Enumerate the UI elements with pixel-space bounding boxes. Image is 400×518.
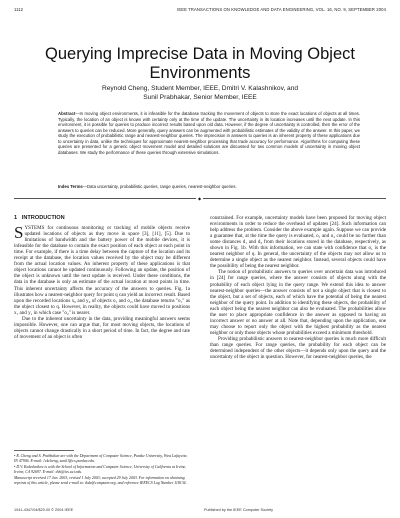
abstract [58, 111, 360, 155]
index-terms-text: —Data uncertainty, probabilistic queries, range queries, nearest-neighbor queries. [82, 184, 237, 189]
section-title: INTRODUCTION [21, 215, 65, 221]
left-column [14, 215, 190, 340]
page-number: 1112 [14, 7, 24, 12]
right-paragraph-3: Providing probabilistic answers to nearest-neighbor queries is much more difficult than range queries. For range queries, the probability for each object can be determined independent of the other objects—it depends only upon the query and the uncertainty of the object in question. However, for nearest-neighbor queries, the [210, 335, 386, 361]
abstract-label: Abstract [58, 111, 76, 116]
footnotes [14, 454, 190, 487]
copyright-line: 1041-4347/04/$20.00 © 2004 IEEE [14, 508, 74, 512]
right-paragraph-2: The notion of probabilistic answers to queries over uncertain data was introduced in [24] for range queries, where the answer consists of objects along with the probability of each object lying in the query range. We extend this idea to answer nearest-neighbor queries—the answer consists of not a single object that is closest to the object, but a set of objects, each of which have the potential of being the nearest neighbor of the query point. In addition to identifying these objects, the probability of each object being the nearest neighbor can also be evaluated. The probabilities allow the user to place appropriate confidence in the answer as opposed to having an incorrect answer or no answer at all. Note that, depending upon the application, one may choose to report only the object with the highest probability as the nearest neighbor or only those objects whose probabilities exceed a minimum threshold. [210, 269, 386, 336]
drop-cap: S [14, 223, 24, 243]
section-heading [14, 215, 190, 221]
section-number: 1 [14, 215, 18, 221]
paper-title: Querying Imprecise Data in Moving Object Environments [45, 45, 355, 82]
intro-paragraph-2: Due to the inherent uncertainty in the data, providing meaningful answers seems impossible. However, one can argue that, for most moving objects, the locations of objects cannot change drastically in a short period of time. In fact, the degree and rate of movement of an object is often [14, 315, 190, 340]
index-terms [58, 184, 360, 190]
author-line-2: Sunil Prabhakar, Senior Member, IEEE [143, 93, 257, 101]
right-column [210, 215, 386, 360]
author-line-1: Reynold Cheng, Student Member, IEEE, Dmitri V. Kalashnikov, and [101, 85, 299, 92]
intro-paragraph-1: YSTEMS for continuous monitoring or tracking of mobile objects receive updated locations of objects as they move in space [3], [11], [5]. Due to limitations of bandwidth and the battery power of the mobile devices, it is infeasible for the database to contain the exact position of each object at each point in time. For example, if there is a time delay between the capture of the location and its receipt at the database, the location values received by the object may be different from the actual location values. An inherent property of these applications is that object locations cannot be updated continuously. Following an update, the position of the object is unknown until the next update is received. Under these conditions, the data in the database is only an estimate of the actual location at most points in time. This inherent uncertainty affects the accuracy of the answers to queries. Fig. 1a illustrates how a nearest-neighbor query for point q can yield an incorrect result. Based upon the recorded locations x₀ and y₀ of objects o₁ and o₂, the database returns "o₁" as the object closest to q. However, in reality, the objects could have moved to positions x₁ and y₁ in which case "o₂" is nearer. [14, 225, 190, 316]
divider-mark: ◆ [198, 196, 202, 201]
right-paragraph-1: constrained. For example, uncertainty models have been proposed for moving object environments in order to reduce the overhead of updates [24]. Such information can help address the problem. Consider the above example again. Suppose we can provide a guarantee that, at the time the query is evaluated, o₁ and o₂ could be no further than some distances d₁ and d₂ from their locations stored in the database, respectively, as shown in Fig. 1b. With this information, we can state with confidence that o₁ is the nearest neighbor of q. In general, the uncertainty of the objects may not allow us to determine a single object as the nearest neighbor. Instead, several objects could have the possibility of being the nearest neighbor. [210, 215, 386, 270]
paragraph [14, 225, 190, 316]
footnote-manuscript: Manuscript received 17 Jan. 2003; revised 1 July 2003; accepted 29 July 2003. For information on obtaining reprints of this article, please send e-mail to: tkde@computer.org, and reference IEEECS Log Number 118134. [14, 475, 187, 485]
abstract-text: —In moving object environments, it is infeasible for the database tracking the movement of objects to store the exact locations of objects at all times. Typically, the location of an object is known with certainty only at the time of the update. The uncertainty in its location increases until the next update. In this environment, it is possible for queries to produce incorrect results based upon old data. However, if the degree of uncertainty is controlled, then the error of the answers to queries can be reduced. More generally, query answers can be augmented with probabilistic estimates of the validity of the answer. In this paper, we study the execution of probabilistic range and nearest-neighbor queries. The imprecision in answers to queries is an inherent property of these applications due to uncertainty in data, unlike the techniques for approximate nearest-neighbor processing that trade accuracy for performance. Algorithms for computing these queries are presented for a generic object movement model and detailed solutions are discussed for two common models of uncertainty in moving object databases. We study the performance of these queries through extensive simulations. [58, 111, 360, 155]
journal-header: IEEE TRANSACTIONS ON KNOWLEDGE AND DATA ENGINEERING, VOL. 16, NO. 9, SEPTEMBER 2004 [177, 7, 386, 12]
publisher-line: Published by the IEEE Computer Society [204, 508, 274, 512]
author-block [20, 85, 380, 102]
footnote-affiliation-1: • R. Cheng and S. Prabhakar are with the Department of Computer Science, Purdue University, West Lafayette, IN 47906. E-mail: {ckcheng, sunil}@cs.purdue.edu. [14, 454, 188, 463]
index-terms-label: Index Terms [58, 184, 83, 189]
footnote-rule [14, 450, 74, 451]
footnote-affiliation-2: • D.V. Kalashnikov is with the School of Information and Computer Science, University of California at Irvine, Irvine, CA 92697. E-mail: dvk@ics.uci.edu. [14, 464, 187, 474]
